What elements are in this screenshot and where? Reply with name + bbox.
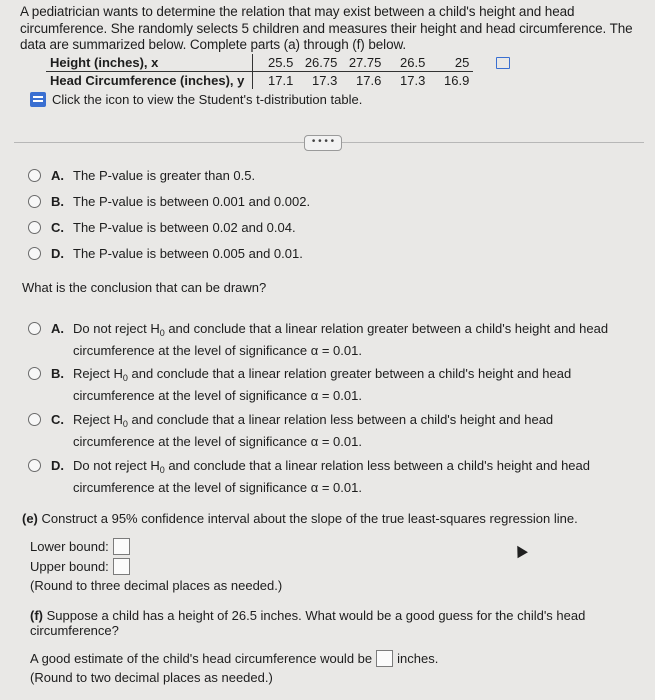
- option-text: The P-value is between 0.02 and 0.04.: [73, 220, 296, 235]
- option-text: Do not reject $H_0$ and conclude that a linear relation greater between a child's height and head circumference at the level of significance α = 0.01.: [73, 321, 609, 358]
- pvalue-option-c[interactable]: [28, 219, 613, 236]
- option-letter: D.: [51, 246, 64, 261]
- part-e-prompt: (e) Construct a 95% confidence interval about the slope of the true least-squares regression line.: [22, 511, 578, 526]
- conclusion-question: What is the conclusion that can be drawn?: [22, 280, 267, 295]
- y-value: 17.3: [400, 73, 426, 88]
- option-letter: C.: [51, 220, 64, 235]
- x-value: 26.75: [297, 54, 341, 72]
- option-letter: C.: [51, 412, 64, 427]
- upper-bound-input[interactable]: [113, 558, 130, 575]
- x-value: 27.75: [341, 54, 385, 72]
- more-button[interactable]: • • • •: [304, 135, 342, 151]
- option-letter: A.: [51, 321, 64, 336]
- x-value: 25.5: [253, 54, 298, 72]
- y-value: 17.3: [312, 73, 338, 88]
- mouse-cursor-icon: [512, 543, 528, 559]
- table-icon[interactable]: [30, 92, 46, 107]
- radio-button[interactable]: [28, 221, 41, 234]
- copy-data-icon[interactable]: [496, 57, 510, 69]
- conclusion-option-b[interactable]: [28, 365, 613, 404]
- x-value: 25: [429, 54, 473, 72]
- option-text: The P-value is between 0.001 and 0.002.: [73, 194, 311, 209]
- radio-button[interactable]: [28, 413, 41, 426]
- option-text: The P-value is greater than 0.5.: [73, 168, 256, 183]
- part-e-rounding: (Round to three decimal places as needed.): [30, 578, 283, 593]
- lower-bound-row: [30, 538, 130, 555]
- height-row: [46, 54, 473, 72]
- data-table: [46, 54, 473, 89]
- radio-button[interactable]: [28, 169, 41, 182]
- y-value: 16.9: [444, 73, 470, 88]
- option-text: Reject $H_0$ and conclude that a linear relation greater between a child's height and head circumference at the level of significance α = 0.01.: [73, 366, 572, 403]
- upper-bound-label: Upper bound:: [30, 559, 109, 574]
- conclusion-option-d[interactable]: [28, 457, 613, 496]
- t-table-hint-text: Click the icon to view the Student's t-distribution table.: [52, 92, 363, 107]
- part-f-answer-row: [30, 650, 438, 667]
- option-text: Do not reject $H_0$ and conclude that a linear relation less between a child's height and head circumference at the level of significance α = 0.01.: [73, 458, 590, 495]
- y-value: 17.6: [356, 73, 382, 88]
- x-value: 26.5: [385, 54, 429, 72]
- part-f-rounding: (Round to two decimal places as needed.): [30, 670, 273, 685]
- radio-button[interactable]: [28, 459, 41, 472]
- y-value: 17.1: [268, 73, 294, 88]
- pvalue-option-a[interactable]: [28, 167, 613, 184]
- conclusion-option-c[interactable]: [28, 411, 613, 450]
- radio-button[interactable]: [28, 367, 41, 380]
- lower-bound-label: Lower bound:: [30, 539, 109, 554]
- part-f-answer-label: A good estimate of the child's head circumference would be: [30, 651, 373, 666]
- pvalue-option-b[interactable]: [28, 193, 613, 210]
- head-circ-label: Head Circumference (inches), y: [46, 72, 253, 90]
- lower-bound-input[interactable]: [113, 538, 130, 555]
- upper-bound-row: [30, 558, 130, 575]
- part-f-prompt: (f) Suppose a child has a height of 26.5 inches. What would be a good guess for the child's head circumference?: [30, 608, 586, 638]
- radio-button[interactable]: [28, 195, 41, 208]
- problem-intro: A pediatrician wants to determine the relation that may exist between a child's height and head circumference. She randomly selects 5 children and measures their height and head circumference. The data are summarized below. Complete parts (a) through (f) below.: [20, 4, 633, 52]
- option-letter: B.: [51, 194, 64, 209]
- head-circ-row: [46, 72, 473, 90]
- option-letter: A.: [51, 168, 64, 183]
- head-circ-input[interactable]: [376, 650, 393, 667]
- pvalue-option-d[interactable]: [28, 245, 613, 262]
- option-letter: B.: [51, 366, 64, 381]
- conclusion-option-a[interactable]: [28, 320, 613, 359]
- part-f-unit: inches.: [397, 651, 439, 666]
- height-label: Height (inches), x: [46, 54, 253, 72]
- option-letter: D.: [51, 458, 64, 473]
- option-text: The P-value is between 0.005 and 0.01.: [73, 246, 303, 261]
- t-table-hint[interactable]: [30, 92, 362, 107]
- radio-button[interactable]: [28, 247, 41, 260]
- radio-button[interactable]: [28, 322, 41, 335]
- option-text: Reject $H_0$ and conclude that a linear relation less between a child's height and head circumference at the level of significance α = 0.01.: [73, 412, 554, 449]
